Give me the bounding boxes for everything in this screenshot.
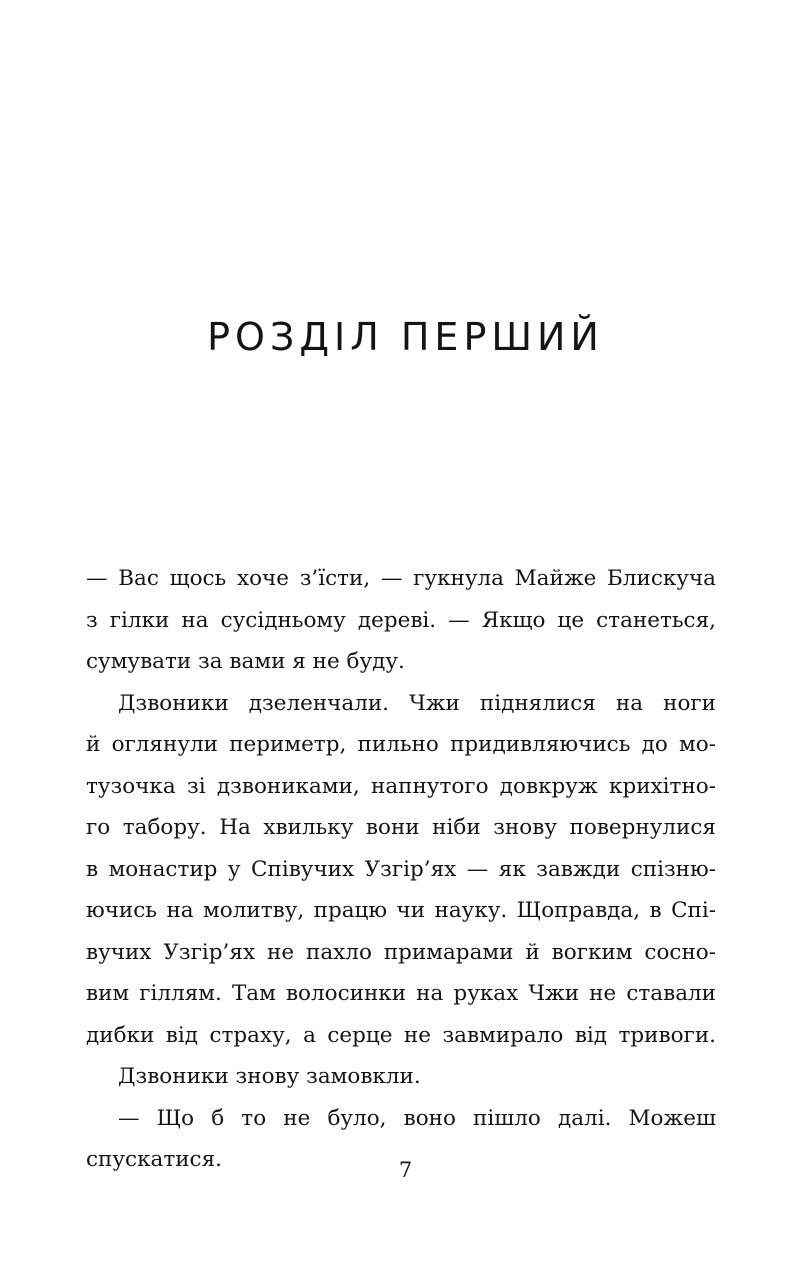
body-text: [86, 558, 716, 1181]
text-line: й оглянули периметр, пильно придивляючись до мо-: [86, 732, 716, 757]
text-line: тузочка зі дзвониками, напнутого довкруж крихітно-: [86, 773, 716, 799]
text-line: вучих Узгір’ях не пахло примарами й вогким сосно-: [86, 939, 716, 965]
text-line: з гілки на сусідньому дереві. — Якщо це станеться,: [86, 607, 716, 633]
page-number: 7: [398, 1158, 413, 1182]
text-line: спускатися.: [86, 1147, 222, 1172]
text-line: — Вас щось хоче з’їсти, — гукнула Майже Блискуча: [86, 566, 716, 591]
text-line: вим гіллям. Там волосинки на руках Чжи не ставали: [86, 981, 716, 1006]
chapter-title: РОЗДІЛ ПЕРШИЙ: [207, 315, 604, 359]
text-line: го табору. На хвильку вони ніби знову повернулися: [86, 815, 716, 840]
text-line: дибки від страху, а серце не завмирало від тривоги.: [86, 1022, 716, 1048]
text-line: сумувати за вами я не буду.: [86, 649, 405, 674]
text-line: в монастир у Співучих Узгір’ях — як завжди спізню-: [86, 856, 716, 882]
text-line: ючись на молитву, працю чи науку. Щоправда, в Спі-: [86, 898, 716, 923]
text-line: Дзвоники дзеленчали. Чжи піднялися на ноги: [118, 690, 716, 716]
text-line: — Що б то не було, воно пішло далі. Можеш: [118, 1105, 716, 1131]
text-line: Дзвоники знову замовкли.: [118, 1064, 421, 1089]
